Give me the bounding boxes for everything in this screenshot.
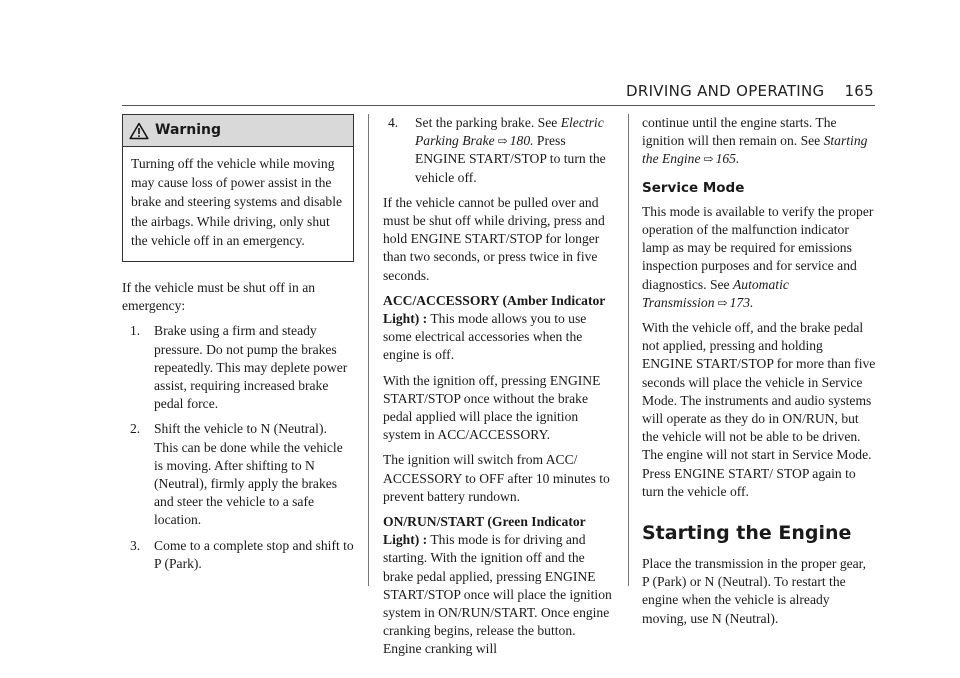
page-ref-arrow-icon: ⇨ — [717, 295, 728, 310]
paragraph — [383, 292, 613, 365]
column-3 — [642, 114, 876, 635]
emergency-intro: If the vehicle must be shut off in an emergency: — [122, 280, 316, 314]
page-ref-arrow-icon: ⇨ — [703, 152, 714, 167]
paragraph — [642, 203, 876, 312]
running-header — [626, 82, 874, 100]
cross-reference-link[interactable]: Automatic Transmission — [642, 276, 789, 310]
column-divider — [628, 114, 629, 586]
page-ref-arrow-icon: ⇨ — [497, 134, 508, 149]
list-item — [383, 114, 613, 187]
cross-reference-page[interactable]: 180. — [509, 133, 534, 149]
paragraph: With the vehicle off, and the brake pedal not applied, pressing and holding ENGINE START/STOP for more than five seconds will place the vehicle in Service Mode. The instruments and audio systems will operate as they do in ON/RUN, but the vehicle will not be able to be driven. The engine will not start in Service Mode. Press ENGINE START/ STOP again to turn the vehicle off. — [642, 320, 876, 499]
warning-box — [122, 114, 354, 262]
paragraph — [383, 513, 613, 659]
header-rule — [122, 105, 875, 106]
list-item — [122, 537, 354, 573]
subheading-service-mode: Service Mode — [642, 179, 745, 196]
step-text: Come to a complete stop and shift to P (Park). — [154, 537, 354, 571]
paragraph: The ignition will switch from ACC/ ACCESSORY to OFF after 10 minutes to prevent battery rundown. — [383, 452, 610, 504]
section-title: DRIVING AND OPERATING — [626, 82, 825, 100]
mode-text: This mode allows you to use some electrical accessories when the engine is off. — [383, 311, 587, 363]
mode-label: ON/RUN/START (Green Indicator Light) : — [383, 514, 586, 548]
paragraph-text: This mode is available to verify the proper operation of the malfunction indicator lamp as may be required for emissions inspection purposes and for service and diagnostics. See — [642, 203, 874, 292]
cross-reference-page[interactable]: 165. — [715, 151, 740, 167]
paragraph-text: continue until the engine starts. The ignition will then remain on. See — [642, 115, 837, 149]
column-1 — [122, 114, 354, 580]
step-number: 1. — [130, 323, 141, 339]
paragraph: Place the transmission in the proper gear, P (Park) or N (Neutral). To restart the engine when the vehicle is already moving, use N (Neutral). — [642, 556, 867, 626]
list-item — [122, 322, 354, 413]
list-item — [122, 420, 354, 529]
step-text: Set the parking brake. See — [415, 115, 558, 130]
mode-text: This mode is for driving and starting. With the ignition off and the brake pedal applied, pressing ENGINE START/STOP once will place the ignition system in ON/RUN/START. Once engine cranking begins, release the button. Engine cranking will — [383, 532, 612, 657]
step-text: Brake using a firm and steady pressure. Do not pump the brakes repeatedly. This may deplete power assist, requiring increased brake pedal force. — [154, 323, 348, 412]
warning-header — [123, 115, 353, 147]
section-heading: Starting the Engine — [642, 522, 852, 545]
step-text: Shift the vehicle to N (Neutral). This can be done while the vehicle is moving. After shifting to N (Neutral), firmly apply the brakes and steer the vehicle to a safe location. — [154, 421, 343, 528]
warning-body: Turning off the vehicle while moving may cause loss of power assist in the brake and steering systems and disable the airbags. While driving, only shut the vehicle off in an emergency. — [131, 156, 343, 248]
column-2 — [383, 114, 613, 666]
mode-label: ACC/ACCESSORY (Amber Indicator Light) : — [383, 292, 606, 327]
cross-reference-page[interactable]: 173. — [729, 294, 754, 310]
step-number: 4. — [388, 115, 399, 130]
step-number: 2. — [130, 421, 141, 437]
cross-reference-link[interactable]: Starting the Engine — [642, 133, 868, 167]
warning-title: Warning — [155, 122, 222, 139]
paragraph: If the vehicle cannot be pulled over and must be shut off while driving, press and hold ENGINE START/STOP for longer than two seconds, or press twice in five seconds. — [383, 194, 605, 283]
column-divider — [368, 114, 369, 586]
cross-reference-link[interactable]: Electric Parking Brake — [415, 115, 604, 149]
step-text: Press ENGINE START/STOP to turn the vehicle off. — [415, 133, 606, 185]
page-number: 165 — [844, 82, 874, 100]
warning-triangle-icon — [129, 122, 149, 140]
step-number: 3. — [130, 537, 141, 553]
shutoff-steps — [122, 322, 354, 573]
paragraph: With the ignition off, pressing ENGINE START/STOP once without the brake pedal applied will place the ignition system in ACC/ACCESSORY. — [383, 372, 601, 443]
paragraph — [642, 114, 876, 169]
